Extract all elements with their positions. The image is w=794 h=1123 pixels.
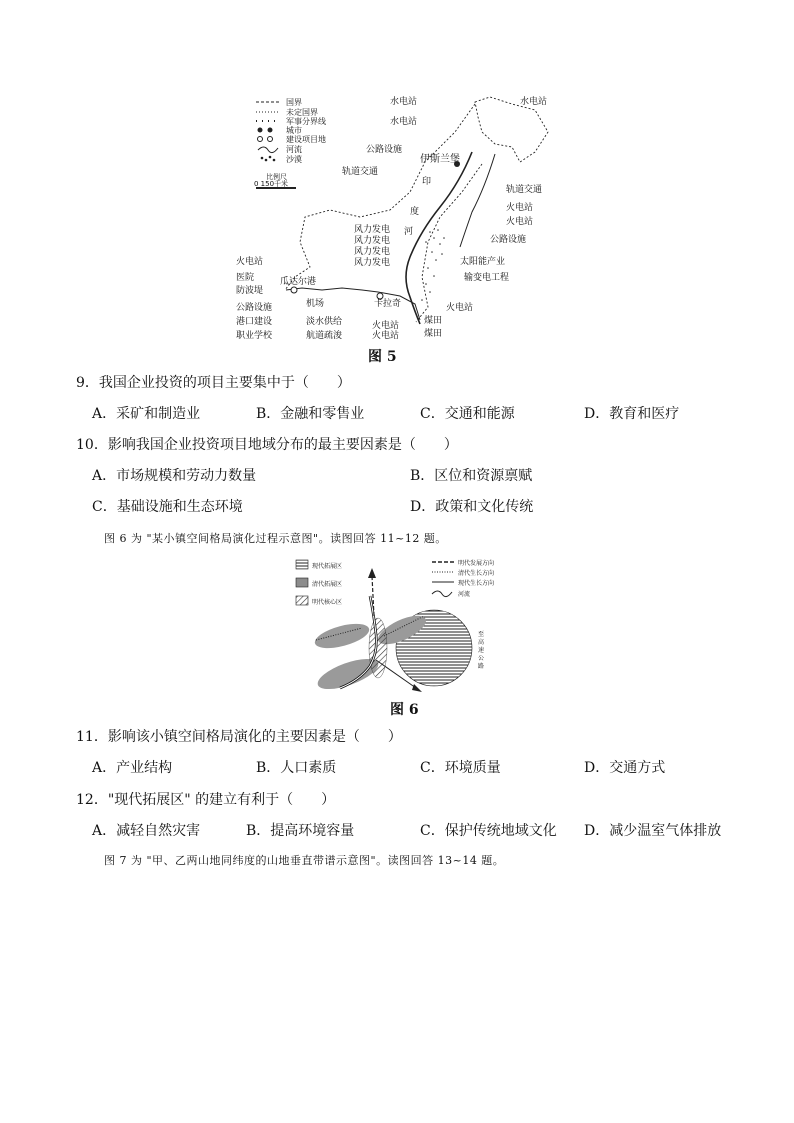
label-islamabad: 伊斯兰堡 <box>420 154 460 165</box>
figure-5-caption: 图 5 <box>368 349 397 365</box>
label-road-1: 公路设施 <box>366 145 403 155</box>
label-karachi: 卡拉奇 <box>374 299 402 309</box>
legend-river: 河流 <box>286 145 302 154</box>
legend-modern-label: 现代拓展区 <box>312 563 343 570</box>
label-coal-1: 煤田 <box>424 316 443 326</box>
arrow-head-southeast <box>412 684 422 692</box>
question-12-option-d[interactable]: D．减少温室气体排放 <box>584 823 722 839</box>
label-gwadar: 瓜达尔港 <box>280 277 317 287</box>
question-12-option-c[interactable]: C．保护传统地域文化 <box>420 823 557 839</box>
question-10-option-c[interactable]: C．基础设施和生态环境 <box>92 499 243 515</box>
question-9-option-a[interactable]: A．采矿和制造业 <box>92 406 201 422</box>
figure-5-map <box>236 92 570 342</box>
label-river-char-3: 河 <box>404 227 414 237</box>
label-thermal-1: 火电站 <box>506 203 534 213</box>
label-coal-2: 煤田 <box>424 329 443 339</box>
legend-river: 河流 <box>458 591 471 598</box>
question-12-stem: 12．"现代拓展区" 的建立有利于（ ） <box>76 792 336 808</box>
question-11-option-b[interactable]: B．人口素质 <box>256 760 337 776</box>
pakistan-map-svg <box>236 92 570 342</box>
legend-scale-value: 0 150千米 <box>254 180 289 188</box>
road-label-3: 速 <box>478 647 485 654</box>
question-12-option-a[interactable]: A．减轻自然灾害 <box>92 823 201 839</box>
label-breakwater: 防波堤 <box>236 286 264 296</box>
label-wind-1: 风力发电 <box>354 225 391 235</box>
question-10-option-a[interactable]: A．市场规模和劳动力数量 <box>92 468 257 484</box>
label-wind-4: 风力发电 <box>354 258 391 268</box>
question-9-option-b[interactable]: B．金融和零售业 <box>256 406 365 422</box>
label-channel: 航道疏浚 <box>306 331 343 341</box>
gwadar-city-marker <box>291 287 297 293</box>
legend-scale-label: 比例尺 <box>266 173 287 181</box>
figure-6-diagram <box>292 556 498 696</box>
label-hospital: 医院 <box>236 273 255 283</box>
label-solar: 太阳能产业 <box>460 257 506 267</box>
figure-6-intro: 图 6 为 "某小镇空间格局演化过程示意图"。读图回答 11~12 题。 <box>104 532 447 545</box>
legend-ming-label: 明代核心区 <box>312 599 343 606</box>
question-11-option-d[interactable]: D．交通方式 <box>584 760 666 776</box>
label-road-2: 公路设施 <box>490 235 527 245</box>
question-10-stem: 10．影响我国企业投资项目地域分布的最主要因素是（ ） <box>76 437 458 453</box>
question-9-stem: 9．我国企业投资的项目主要集中于（ ） <box>76 375 351 391</box>
question-9-option-d[interactable]: D．教育和医疗 <box>584 406 680 422</box>
label-water: 淡水供给 <box>306 317 343 327</box>
label-thermal-2: 火电站 <box>506 217 534 227</box>
road-label-5: 路 <box>478 663 485 670</box>
qing-zone-west <box>312 619 371 653</box>
legend-undetermined-border: 未定国界 <box>286 108 318 117</box>
legend-ming-swatch <box>296 596 308 605</box>
legend-city: 城市 <box>286 126 302 135</box>
legend-border: 国界 <box>286 98 302 107</box>
question-9-option-c[interactable]: C．交通和能源 <box>420 406 515 422</box>
road-label-2: 高 <box>478 639 485 646</box>
label-wind-2: 风力发电 <box>354 236 391 246</box>
question-12-option-b[interactable]: B．提高环境容量 <box>246 823 355 839</box>
town-evolution-svg <box>292 556 498 696</box>
label-wind-3: 风力发电 <box>354 247 391 257</box>
question-11-option-a[interactable]: A．产业结构 <box>92 760 173 776</box>
right-legend-lines <box>432 562 454 597</box>
label-hydro-1: 水电站 <box>390 97 418 107</box>
label-river-char-2: 度 <box>410 207 420 217</box>
legend-military-line: 军事分界线 <box>286 117 326 126</box>
label-thermal-5: 火电站 <box>372 331 400 341</box>
figure-6-caption: 图 6 <box>390 702 419 718</box>
label-transmission: 输变电工程 <box>464 273 510 283</box>
label-port: 港口建设 <box>236 317 273 327</box>
figure-7-intro: 图 7 为 "甲、乙两山地同纬度的山地垂直带谱示意图"。读图回答 13~14 题。 <box>104 854 505 867</box>
legend-project-site: 建设项目地 <box>286 135 326 144</box>
legend-desert: 沙漠 <box>286 155 302 164</box>
indus-river <box>406 152 472 324</box>
label-thermal-6: 火电站 <box>236 257 264 267</box>
question-10-option-b[interactable]: B．区位和资源禀赋 <box>410 468 533 484</box>
ming-core-zone <box>369 618 387 678</box>
road-label-1: 至 <box>478 631 485 638</box>
label-thermal-3: 火电站 <box>446 303 474 313</box>
question-10-option-d[interactable]: D．政策和文化传统 <box>410 499 534 515</box>
label-hydro-3: 水电站 <box>520 97 548 107</box>
legend-modern-direction: 现代生长方向 <box>458 580 495 587</box>
label-airport: 机场 <box>306 299 325 309</box>
label-road-3: 公路设施 <box>236 303 273 313</box>
question-11-stem: 11．影响该小镇空间格局演化的主要因素是（ ） <box>76 729 402 745</box>
arrow-head-north <box>368 568 376 578</box>
question-11-option-c[interactable]: C．环境质量 <box>420 760 501 776</box>
label-river-char-1: 印 <box>422 177 432 187</box>
legend-qing-label: 清代拓展区 <box>312 581 343 588</box>
legend-qing-swatch <box>296 578 308 587</box>
legend-ming-direction: 明代发展方向 <box>458 560 495 567</box>
label-rail-1: 轨道交通 <box>342 167 379 177</box>
label-hydro-2: 水电站 <box>390 117 418 127</box>
legend-modern-swatch <box>296 560 308 569</box>
legend-qing-direction: 清代生长方向 <box>458 570 495 577</box>
label-school: 职业学校 <box>236 331 273 341</box>
road-label-4: 公 <box>478 655 485 662</box>
label-rail-2: 轨道交通 <box>506 185 543 195</box>
label-thermal-4: 火电站 <box>372 321 400 331</box>
